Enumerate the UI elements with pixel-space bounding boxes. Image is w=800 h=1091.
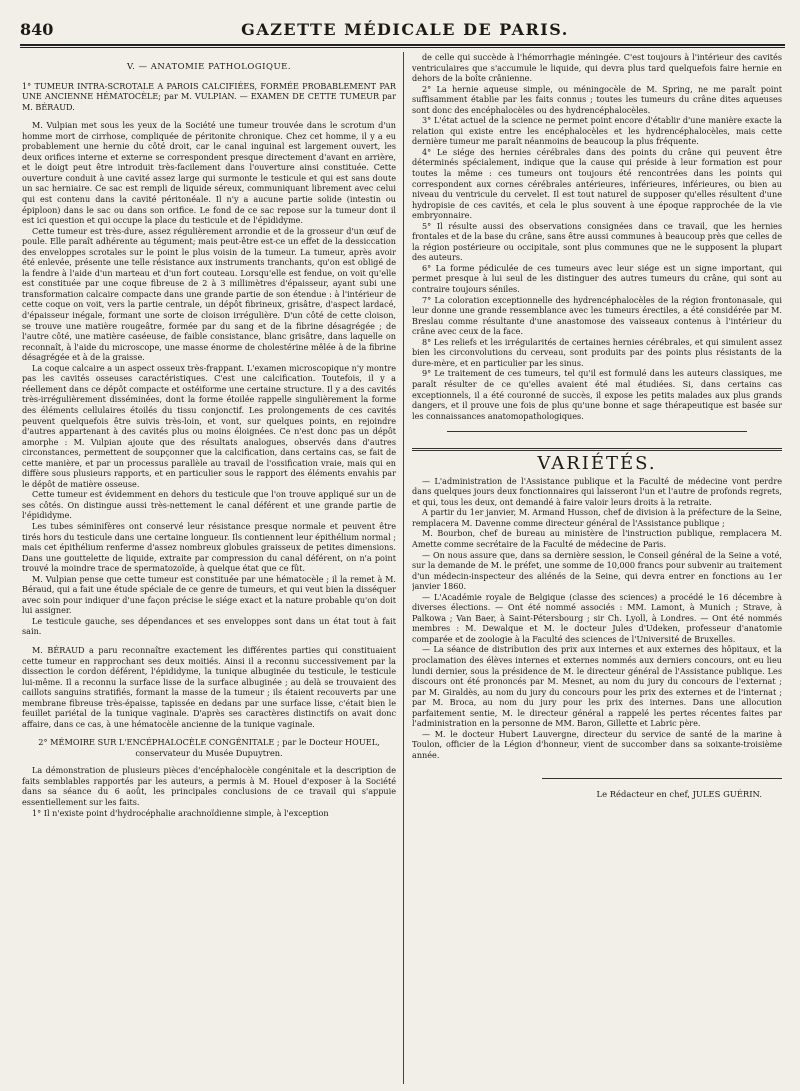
paragraph: 7° La coloration exceptionnelle des hydrencéphalocèles de la région frontonasale, qui leur donne une grande ressemblance avec les tumeurs érectiles, a été considérée par M. Breslau comme résultante d'une anastomose des vaisseaux contenus à l'intérieur du crâne avec ceux de la face. bbox=[412, 294, 782, 337]
paragraph: 2° La hernie aqueuse simple, ou méningocèle de M. Spring, ne me paraît point suffisamment établie par les faits connus ; toutes les tumeurs du crâne dites aqueuses sont donc des encéphalocèles ou des hydrencéphalocèles. bbox=[412, 83, 782, 115]
closing-rule bbox=[542, 778, 782, 779]
paragraph: — L'administration de l'Assistance publique et la Faculté de médecine vont perdre dans quelques jours deux fonctionnaires qui laisseront l'un et l'autre de profonds regrets, et qui, tous les deux, ont demandé à faire valoir leurs droits à la retraite. bbox=[412, 475, 782, 507]
memoir1-title: 1° TUMEUR INTRA-SCROTALE A PAROIS CALCIFIÉES, FORMÉE PROBABLEMENT PAR UNE ANCIENNE HÉMATOCÈLE; par M. VULPIAN. — EXAMEN DE CETTE TUMEUR par M. BÉRAUD. bbox=[22, 80, 396, 112]
paragraph: Le testicule gauche, ses dépendances et ses enveloppes sont dans un état tout à fait sain. bbox=[22, 615, 396, 637]
paragraph: — M. le docteur Hubert Lauvergne, directeur du service de santé de la marine à Toulon, officier de la Légion d'honneur, vient de succomber dans sa soixante-troisième année. bbox=[412, 728, 782, 760]
paragraph: 8° Les reliefs et les irrégularités de certaines hernies cérébrales, et qui simulent assez bien les circonvolutions du cerveau, sont produits par des points plus résistants de la dure-mère, et en particulier par les sinus. bbox=[412, 336, 782, 368]
paragraph: A partir du 1er janvier, M. Armand Husson, chef de division à la préfecture de la Seine, remplacera M. Davenne comme directeur général de l'Assistance publique ; bbox=[412, 507, 782, 528]
paragraph: — L'Académie royale de Belgique (classe des sciences) a procédé le 16 décembre à diverses élections. — Ont été nommé associés : MM. Lamont, à Munich ; Strave, à Palkowa ; Van Baer, à Saint-Pétersbourg ; sir Ch. Lyoll, à Londres. — Ont été nommés membres : M. Dewalque et M. le docteur Jules d'Udeken, professeur d'anatomie comparée et de zoologie à la Faculté des sciences de l'Université de Bruxelles. bbox=[412, 591, 782, 644]
paragraph: 5° Il résulte aussi des observations consignées dans ce travail, que les hernies frontales et de la base du crâne, sans être aussi communes à beaucoup près que celles de la région postérieure ou occipitale, sont plus communes que ne le supposent la plupart des auteurs. bbox=[412, 220, 782, 263]
paragraph: 3° L'état actuel de la science ne permet point encore d'établir d'une manière exacte la relation qui existe entre les encéphalocèles et les hydrencéphalocèles, mais cette dernière tumeur me paraît néanmoins de beaucoup la plus fréquente. bbox=[412, 115, 782, 147]
paragraph: M. Bourbon, chef de bureau au ministère de l'instruction publique, remplacera M. Amette comme secrétaire de la Faculté de médecine de Paris. bbox=[412, 528, 782, 549]
section-heading: V. — ANATOMIE PATHOLOGIQUE. bbox=[126, 62, 292, 72]
left-column bbox=[22, 52, 396, 1087]
paragraph: M. Vulpian pense que cette tumeur est constituée par une hématocèle ; il la remet à M. Béraud, qui a fait une étude spéciale de ce genre de tumeurs, et qui veut bien la disséquer avec soin pour indiquer d'une façon précise le siége exact et la nature probable qu'on doit lui assigner. bbox=[22, 573, 396, 616]
journal-title: GAZETTE MÉDICALE DE PARIS. bbox=[241, 20, 569, 39]
signature: Le Rédacteur en chef, JULES GUÉRIN. bbox=[596, 789, 762, 800]
header-rule-thin bbox=[20, 47, 785, 48]
section-rule bbox=[447, 431, 747, 432]
paragraph: Cette tumeur est très-dure, assez régulièrement arrondie et de la grosseur d'un œuf de poule. Elle paraît adhérente au tégument; mais peut-être est-ce un effet de la dessiccation des enveloppes scrotales sur le point le plus voisin de la tumeur. La tumeur, après avoir été enlevée, présente une telle résistance aux instruments tranchants, qu'on est obligé de la fendre à l'aide d'un marteau et d'un fort couteau. Lorsqu'elle est fendue, on voit qu'elle est constituée par une coque fibreuse de 2 à 3 millimètres d'épaisseur, ayant subi une transformation calcaire compacte dans une grande partie de son étendue : à l'intérieur de cette coque on voit, vers la partie centrale, un dépôt fibrineux, grisâtre, d'aspect lardacé, d'épaisseur inégale, formant une sorte de cloison irrégulière. D'un côté de cette cloison, se trouve une matière rougeâtre, formée par du sang et de la fibrine désagrégée ; de l'autre côté, une matière caséeuse, de faible consistance, blanc grisâtre, dans laquelle on reconnaît, à l'aide du microscope, une masse énorme de cholestérine mêlée à de la fibrine désagrégée et à de la graisse. bbox=[22, 225, 396, 363]
paragraph: de celle qui succède à l'hémorrhagie méningée. C'est toujours à l'intérieur des cavités ventriculaires que s'accumule le liquide, qui devra plus tard quelquefois faire hernie en dehors de la boîte crânienne. bbox=[412, 52, 782, 84]
paragraph: Les tubes séminifères ont conservé leur résistance presque normale et peuvent être tirés hors du testicule dans une certaine longueur. Ils contiennent leur épithélium normal ; mais cet épithélium renferme d'assez nombreux globules graisseux de petites dimensions. Dans une gouttelette de liquide, extraite par compression du canal déférent, on n'a point trouvé la moindre trace de spermatozoïde, à quelque état que ce fût. bbox=[22, 520, 396, 574]
paragraph: 1° Il n'existe point d'hydrocéphalie arachnoïdienne simple, à l'exception bbox=[32, 807, 329, 818]
paragraph: La démonstration de plusieurs pièces d'encéphalocèle congénitale et la description de faits semblables rapportés par les auteurs, a permis à M. Houel d'exposer à la Société dans sa séance du 6 août, les principales conclusions de ce travail qui s'appuie essentiellement sur les faits. bbox=[22, 765, 396, 807]
paragraph: Cette tumeur est évidemment en dehors du testicule que l'on trouve appliqué sur un de ses côtés. On distingue aussi très-nettement le canal déférent et une grande partie de l'épididyme. bbox=[22, 489, 396, 521]
varietes-heading: VARIÉTÉS. bbox=[537, 453, 657, 475]
beraud-paragraph: M. BÉRAUD a paru reconnaître exactement les différentes parties qui constituaient cette tumeur en rapprochant ses deux moitiés. Ainsi il a reconnu successivement par la dissection le cordon déférent, l'épididyme, la tunique albuginée du testicule, le testicule lui-même. Il a reconnu la surface lisse de la surface albuginée ; au delà se trouvaient des caillots sanguins stratifiés, formant la masse de la tumeur ; ils étaient recouverts par une membrane fibreuse très-épaisse, tapissée en dedans par une surface lisse, c'était bien le feuillet pariétal de la tunique vaginale. D'après ses caractères distinctifs on avait donc affaire, dans ce cas, à une hématocèle ancienne de la tunique vaginale. bbox=[22, 644, 396, 729]
paragraph: — On nous assure que, dans sa dernière session, le Conseil général de la Seine a voté, sur la demande de M. le préfet, une somme de 10,000 francs pour subvenir au traitement d'un médecin-inspecteur des aliénés de la Seine, qui devra entrer en fonctions au 1er janvier 1860. bbox=[412, 549, 782, 592]
paragraph: M. Vulpian met sous les yeux de la Société une tumeur trouvée dans le scrotum d'un homme mort de cirrhose, compliquée de péritonite chronique. Chez cet homme, il y a eu probablement une hernie du côté droit, car le canal inguinal est largement ouvert, les deux orifices interne et externe se correspondent presque directement d'avant en arrière, et le doigt peut être introduit très-facilement dans l'ouverture ainsi constituée. Cette ouverture conduit à une cavité assez large qui surmonte le testicule et qui est sans doute un sac herniaire. Ce sac est rempli de liquide séreux, communiquant librement avec celui qui est contenu dans la cavité péritonéale. Il n'y a aucune partie solide (intestin ou épiploon) dans le sac ou dans son orifice. Le fond de ce sac repose sur la tumeur dont il est ici question et qui occupe la place du testicule et de l'épididyme. bbox=[22, 120, 396, 226]
memoir2-title: 2° MÉMOIRE SUR L'ENCÉPHALOCÈLE CONGÉNITALE ; par le Docteur HOUEL, conservateur du Musée Dupuytren. bbox=[38, 737, 380, 759]
paragraph: La coque calcaire a un aspect osseux très-frappant. L'examen microscopique n'y montre pas les cavités osseuses caractéristiques. C'est une calcification. Toutefois, il y a réellement dans ce dépôt compacte et ostéiforme une certaine structure. Il y a des cavités très-irrégulièrement disséminées, dont la forme étoilée rappelle singulièrement la forme des éléments cellulaires étoilés du tissu conjonctif. Les prolongements de ces cavités peuvent quelquefois être suivis très-loin, et vont, sur quelques points, en rejoindre d'autres appartenant à des cavités plus ou moins éloignées. Ce n'est donc pas un dépôt amorphe : M. Vulpian ajoute que des résultats analogues, observés dans d'autres circonstances, permettent de soupçonner que la calcification, dans certains cas, se fait de cette manière, et par un processus parallèle au travail de l'ossification vraie, mais qui en diffère sous plusieurs rapports, et en particulier sous le rapport des éléments envahis par le dépôt de matière osseuse. bbox=[22, 362, 396, 489]
paragraph: 9° Le traitement de ces tumeurs, tel qu'il est formulé dans les auteurs classiques, me paraît résulter de ce qu'elles avaient été mal étudiées. Si, dans certains cas exceptionnels, il a été couronné de succès, il expose les petits malades aux plus grands dangers, et il prouve une fois de plus qu'une bonne et sage thérapeutique est basée sur les connaissances anatomopathologiques. bbox=[412, 368, 782, 421]
column-separator bbox=[403, 52, 404, 1084]
paragraph: 6° La forme pédiculée de ces tumeurs avec leur siége est un signe important, qui permet presque à lui seul de les distinguer des autres tumeurs du crâne, qui sont au contraire toujours séniles. bbox=[412, 262, 782, 295]
right-column bbox=[412, 52, 782, 1087]
paragraph: 4° Le siége des hernies cérébrales dans des points du crâne qui peuvent être déterminés spécialement, indique que la cause qui préside à leur formation est pour toutes la même : ces tumeurs ont toujours été rencontrées dans les points qui correspondent aux cornes cérébrales antérieures, inférieures, inférieures, ou bien au niveau du ventricule du cervelet. Il est tout naturel de supposer qu'elles résultent d'une hydropisie de ces cavités, et cela le plus souvent à une époque rapprochée de la vie embryonnaire. bbox=[412, 146, 782, 221]
page-header bbox=[20, 18, 780, 40]
paragraph: — La séance de distribution des prix aux internes et aux externes des hôpitaux, et la proclamation des élèves internes et externes nommés aux derniers concours, ont eu lieu lundi dernier, sous la présidence de M. le directeur général de l'Assistance publique. Les discours ont été prononcés par M. Mesnet, au nom du jury du concours de l'externat ; par M. Giraldès, au nom du jury du concours pour les prix des externes et de l'internat ; par M. Broca, au nom du jury pour les prix des internes. Dans une allocution parfaitement sentie, M. le directeur général a rappelé les pertes récentes faites par l'administration en la personne de MM. Baron, Gillette et Labric père. bbox=[412, 644, 782, 729]
header-rule bbox=[20, 44, 785, 46]
page-number: 840 bbox=[20, 20, 54, 39]
double-rule bbox=[412, 448, 782, 451]
